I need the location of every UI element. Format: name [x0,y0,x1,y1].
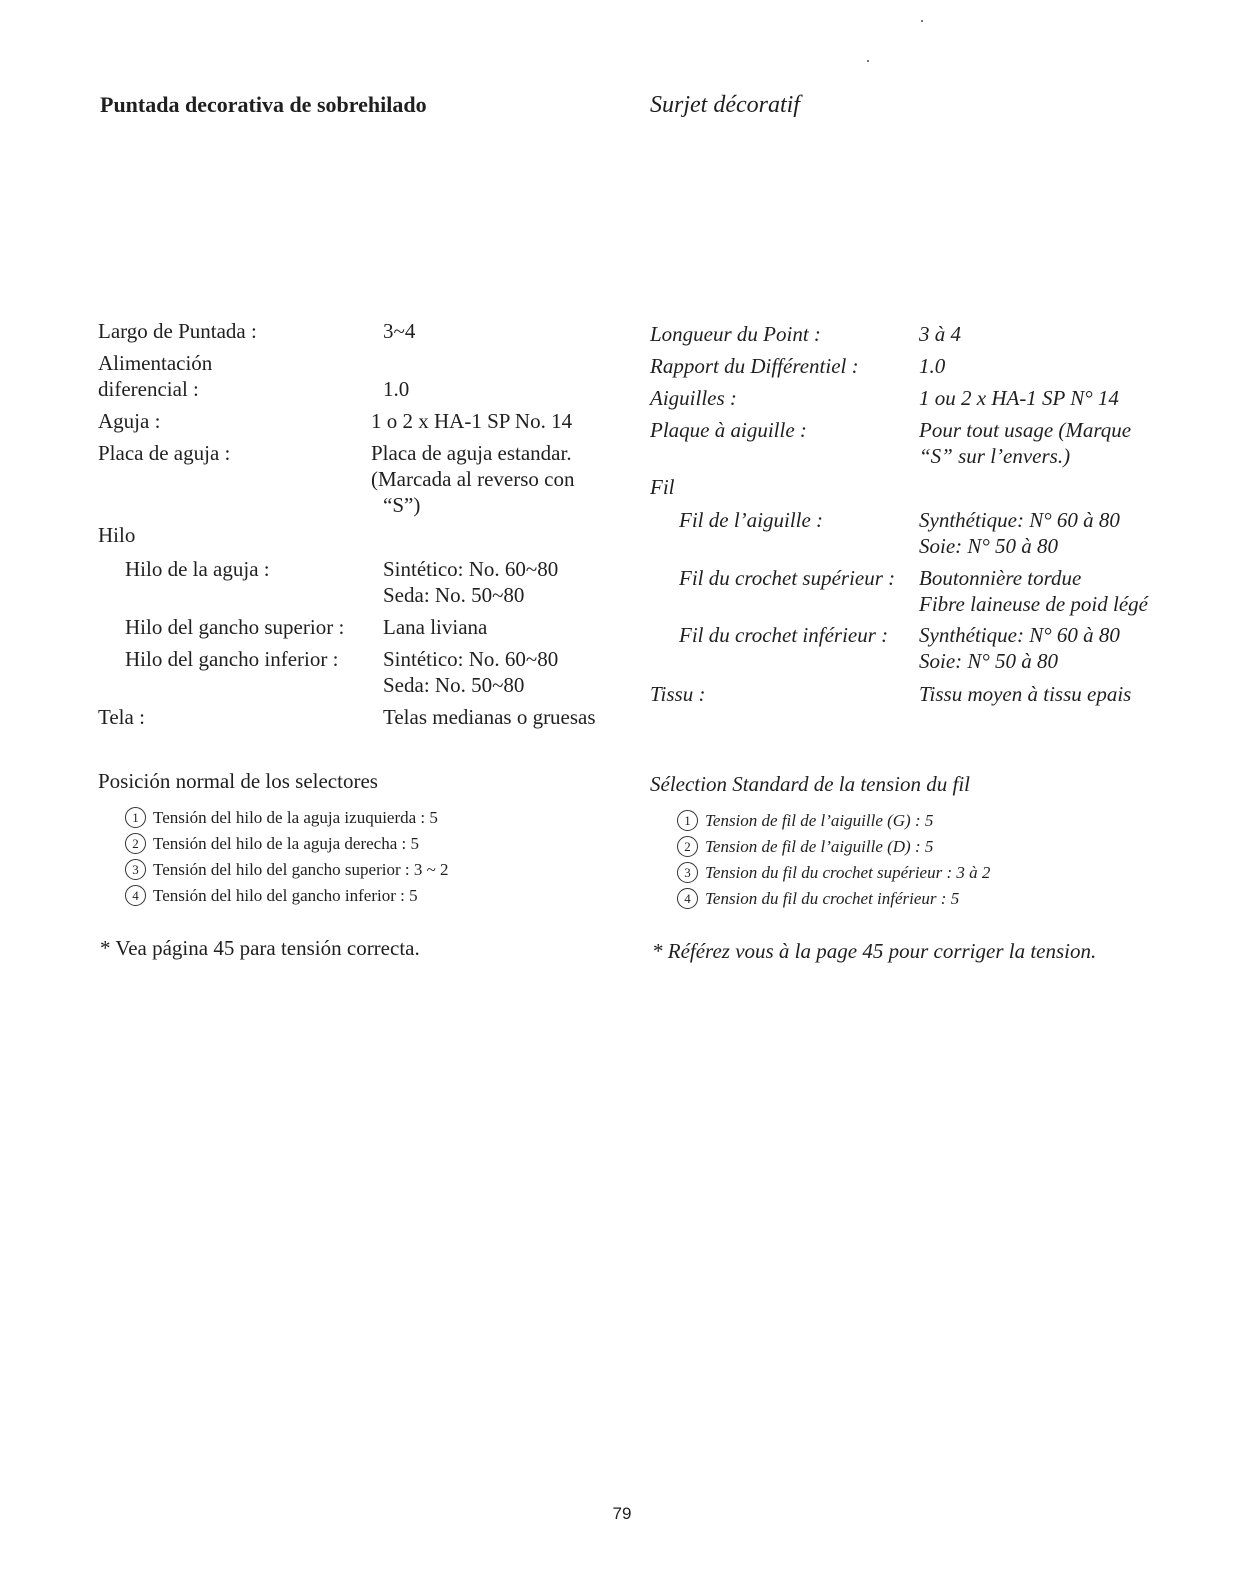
diff-feed-label-es-2: diferencial : [98,377,199,401]
stitch-length-value-es: 3~4 [383,319,416,343]
diff-feed-label-fr: Rapport du Différentiel : [650,354,859,378]
circled-number-2: 2 [677,836,698,857]
diff-feed-value-fr: 1.0 [919,354,946,378]
needle-value-es: 1 o 2 x HA-1 SP No. 14 [371,409,573,433]
fabric-label-es: Tela : [98,705,145,729]
selector-item-es [125,857,449,883]
upper-looper-value-fr-2: Fibre laineuse de poid légé [919,592,1148,616]
circled-number-4: 4 [125,885,146,906]
selector-item-es [125,883,418,909]
note-es: * Vea página 45 para tensión correcta. [100,936,420,960]
needle-label-es: Aguja : [98,409,161,433]
selector-item-fr [677,860,990,886]
needle-thread-value-fr-1: Synthétique: N° 60 à 80 [919,508,1120,532]
lower-looper-label-fr: Fil du crochet inférieur : [679,623,889,647]
circled-number-1: 1 [677,810,698,831]
selector-item-fr [677,834,933,860]
stitch-length-value-fr: 3 à 4 [919,322,961,346]
lower-looper-value-fr-2: Soie: N° 50 à 80 [919,649,1059,673]
needle-label-fr: Aiguilles : [650,386,737,410]
upper-looper-value-es: Lana liviana [383,615,488,639]
selector-text: Tension du fil du crochet supérieur : 3 à 2 [705,863,991,882]
plate-value-es-2: (Marcada al reverso con [371,467,575,491]
plate-value-fr-2: “S” sur l’envers.) [919,444,1071,468]
circled-number-3: 3 [677,862,698,883]
upper-looper-label-es: Hilo del gancho superior : [125,615,345,639]
selector-text: Tension du fil du crochet inférieur : 5 [705,889,960,908]
selector-heading-fr: Sélection Standard de la tension du fil [650,772,971,796]
circled-number-1: 1 [125,807,146,828]
lower-looper-value-es-1: Sintético: No. 60~80 [383,647,559,671]
lower-looper-label-es: Hilo del gancho inferior : [125,647,339,671]
stitch-length-label-fr: Longueur du Point : [650,322,821,346]
fabric-value-fr: Tissu moyen à tissu epais [919,682,1132,706]
page-number: 79 [612,1504,632,1523]
needle-thread-value-es-1: Sintético: No. 60~80 [383,557,559,581]
lower-looper-value-es-2: Seda: No. 50~80 [383,673,525,697]
lower-looper-value-fr-1: Synthétique: N° 60 à 80 [919,623,1120,647]
stitch-length-label-es: Largo de Puntada : [98,319,257,343]
needle-value-fr: 1 ou 2 x HA-1 SP N° 14 [919,386,1119,410]
selector-item-fr [677,808,933,834]
diff-feed-label-es-1: Alimentación [98,351,213,375]
circled-number-4: 4 [677,888,698,909]
plate-value-es-3: “S”) [383,493,421,517]
plate-label-fr: Plaque à aiguille : [650,418,807,442]
needle-thread-label-fr: Fil de l’aiguille : [679,508,824,532]
diff-feed-value-es: 1.0 [383,377,410,401]
thread-label-fr: Fil [650,475,675,499]
thread-label-es: Hilo [98,523,136,547]
needle-thread-value-es-2: Seda: No. 50~80 [383,583,525,607]
fabric-label-fr: Tissu : [650,682,706,706]
selector-item-es [125,805,438,831]
selector-text: Tension de fil de l’aiguille (G) : 5 [705,811,934,830]
selector-text: Tensión del hilo del gancho inferior : 5 [153,886,418,905]
circled-number-3: 3 [125,859,146,880]
fabric-value-es: Telas medianas o gruesas [383,705,596,729]
plate-label-es: Placa de aguja : [98,441,231,465]
scan-speck [921,20,923,22]
note-fr: * Référez vous à la page 45 pour corriger la tension. [652,939,1097,963]
selector-text: Tensión del hilo de la aguja derecha : 5 [153,834,419,853]
plate-value-es-1: Placa de aguja estandar. [371,441,572,465]
circled-number-2: 2 [125,833,146,854]
selector-text: Tension de fil de l’aiguille (D) : 5 [705,837,934,856]
needle-thread-value-fr-2: Soie: N° 50 à 80 [919,534,1059,558]
selector-item-fr [677,886,959,912]
upper-looper-value-fr-1: Boutonnière tordue [919,566,1082,590]
selector-text: Tensión del hilo del gancho superior : 3 ~ 2 [153,860,449,879]
selector-item-es [125,831,419,857]
title-french: Surjet décoratif [650,92,800,118]
scan-speck [867,60,869,62]
upper-looper-label-fr: Fil du crochet supérieur : [679,566,896,590]
selector-text: Tensión del hilo de la aguja izuquierda : 5 [153,808,438,827]
selector-heading-es: Posición normal de los selectores [98,769,378,793]
plate-value-fr-1: Pour tout usage (Marque [919,418,1132,442]
needle-thread-label-es: Hilo de la aguja : [125,557,270,581]
title-spanish: Puntada decorativa de sobrehilado [100,92,427,117]
